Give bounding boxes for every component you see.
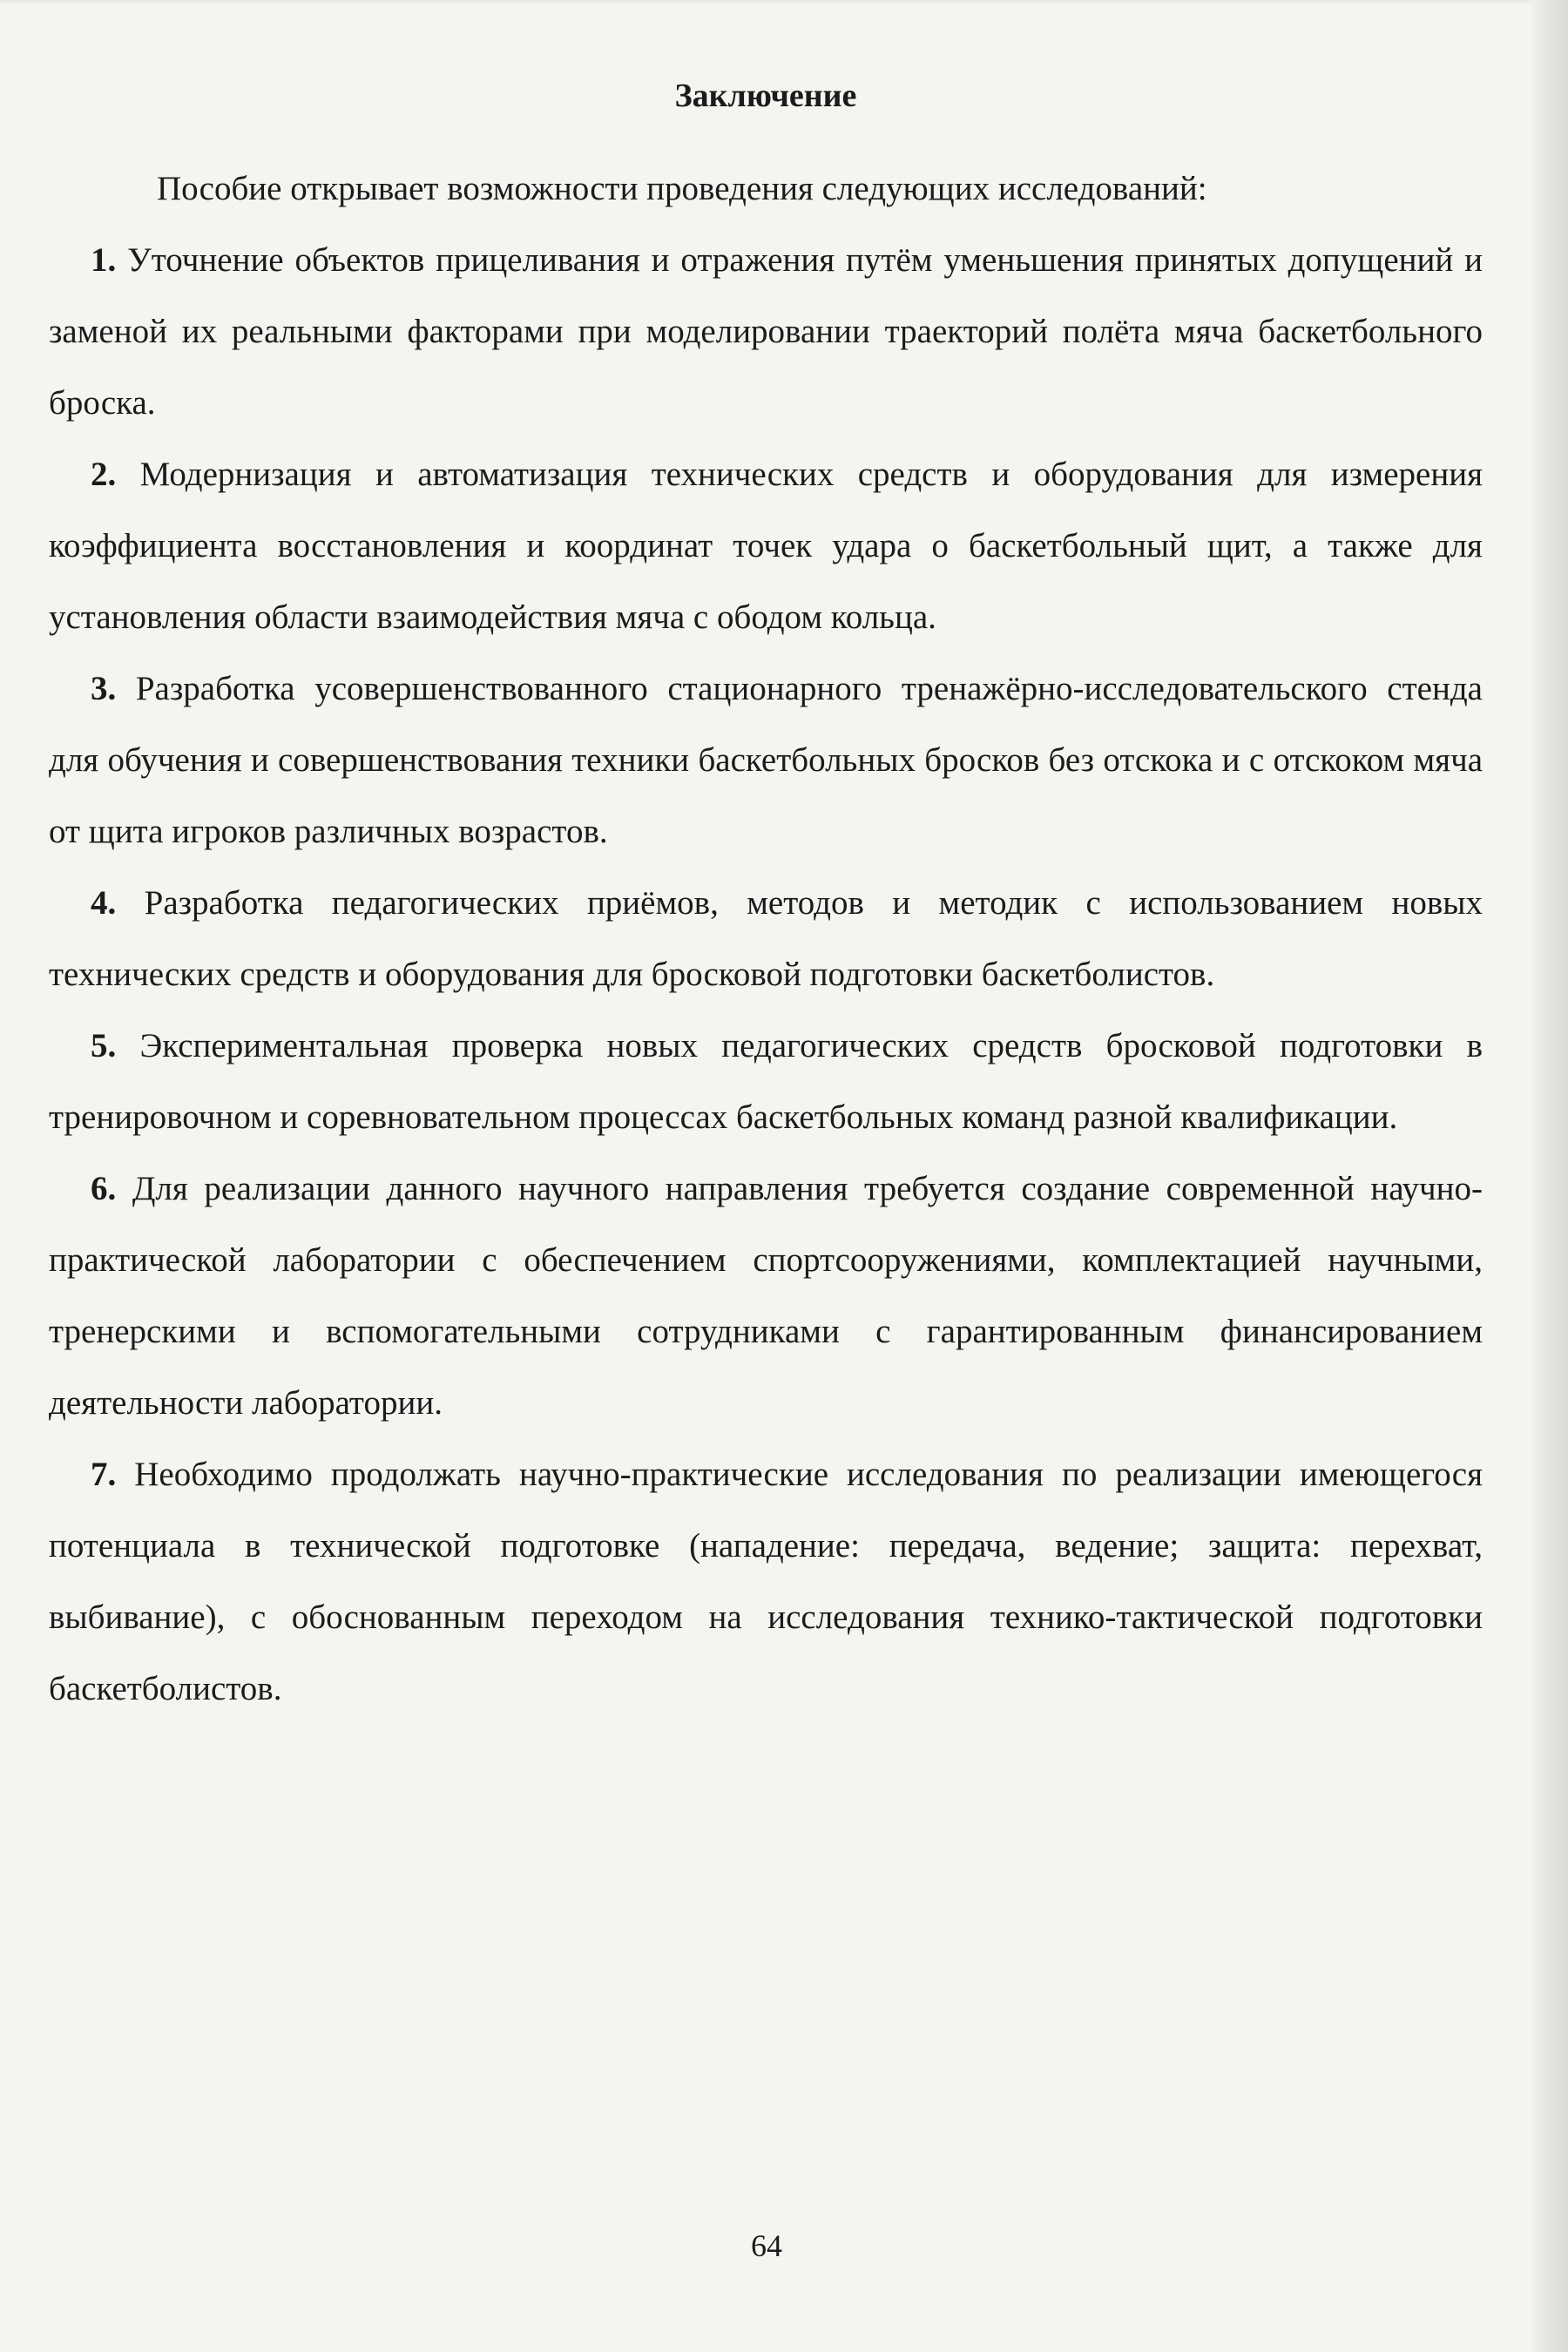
item-text: Экспериментальная проверка новых педагогических средств бросковой подготовки в тренировочном и соревновательном процессах баскетбольных команд разной квалификации. [49, 1027, 1484, 1136]
list-item [49, 1439, 1483, 1725]
document-body [49, 70, 1483, 1725]
intro-paragraph: Пособие открывает возможности проведения следующих исследований: [157, 170, 1207, 207]
page-title: Заключение [674, 78, 857, 114]
page-number: 64 [751, 2228, 782, 2263]
item-text: Модернизация и автоматизация технических средств и оборудования для измерения коэффициента восстановления и координат точек удара о баскетбольный щит, а также для установления области взаимодействия мяча с ободом кольца. [49, 456, 1484, 636]
list-item [49, 439, 1483, 653]
item-text: Разработка педагогических приёмов, методов и методик с использованием новых технических средств и оборудования для бросковой подготовки баскетболистов. [49, 884, 1483, 993]
item-text: Для реализации данного научного направления требуется создание современной научно-практической лаборатории с обеспечением спортсооружениями, комплектацией научными, тренерскими и вспомогательными сотрудниками с гарантированным финансированием деятельности лаборатории. [49, 1170, 1483, 1422]
page-edge [1531, 0, 1568, 2352]
list-item [49, 1153, 1483, 1439]
item-number: 5. [91, 1027, 117, 1064]
item-number: 2. [91, 456, 117, 493]
item-text: Необходимо продолжать научно-практические исследования по реализации имеющегося потенциала в технической подготовке (нападение: передача, ведение; защита: перехват, выбивание), с обоснованным переходом на исследования технико-тактической подготовки баскетболистов. [49, 1456, 1484, 1707]
list-item [49, 653, 1483, 868]
list-item [49, 868, 1483, 1010]
page-top-shadow [0, 0, 1568, 5]
item-text: Уточнение объектов прицеливания и отражения путём уменьшения принятых допущений и заменой их реальными факторами при моделировании траекторий полёта мяча баскетбольного броска. [49, 241, 1484, 422]
item-text: Разработка усовершенствованного стационарного тренажёрно-исследовательского стенда для обучения и совершенствования техники баскетбольных бросков без отскока и с отскоком мяча от щита игроков различных возрастов. [49, 670, 1483, 850]
item-number: 7. [91, 1456, 117, 1493]
list-item [49, 1010, 1483, 1153]
list-item [49, 225, 1483, 439]
item-number: 1. [91, 241, 117, 279]
item-number: 4. [91, 884, 117, 922]
item-number: 3. [91, 670, 117, 707]
item-number: 6. [91, 1170, 117, 1207]
